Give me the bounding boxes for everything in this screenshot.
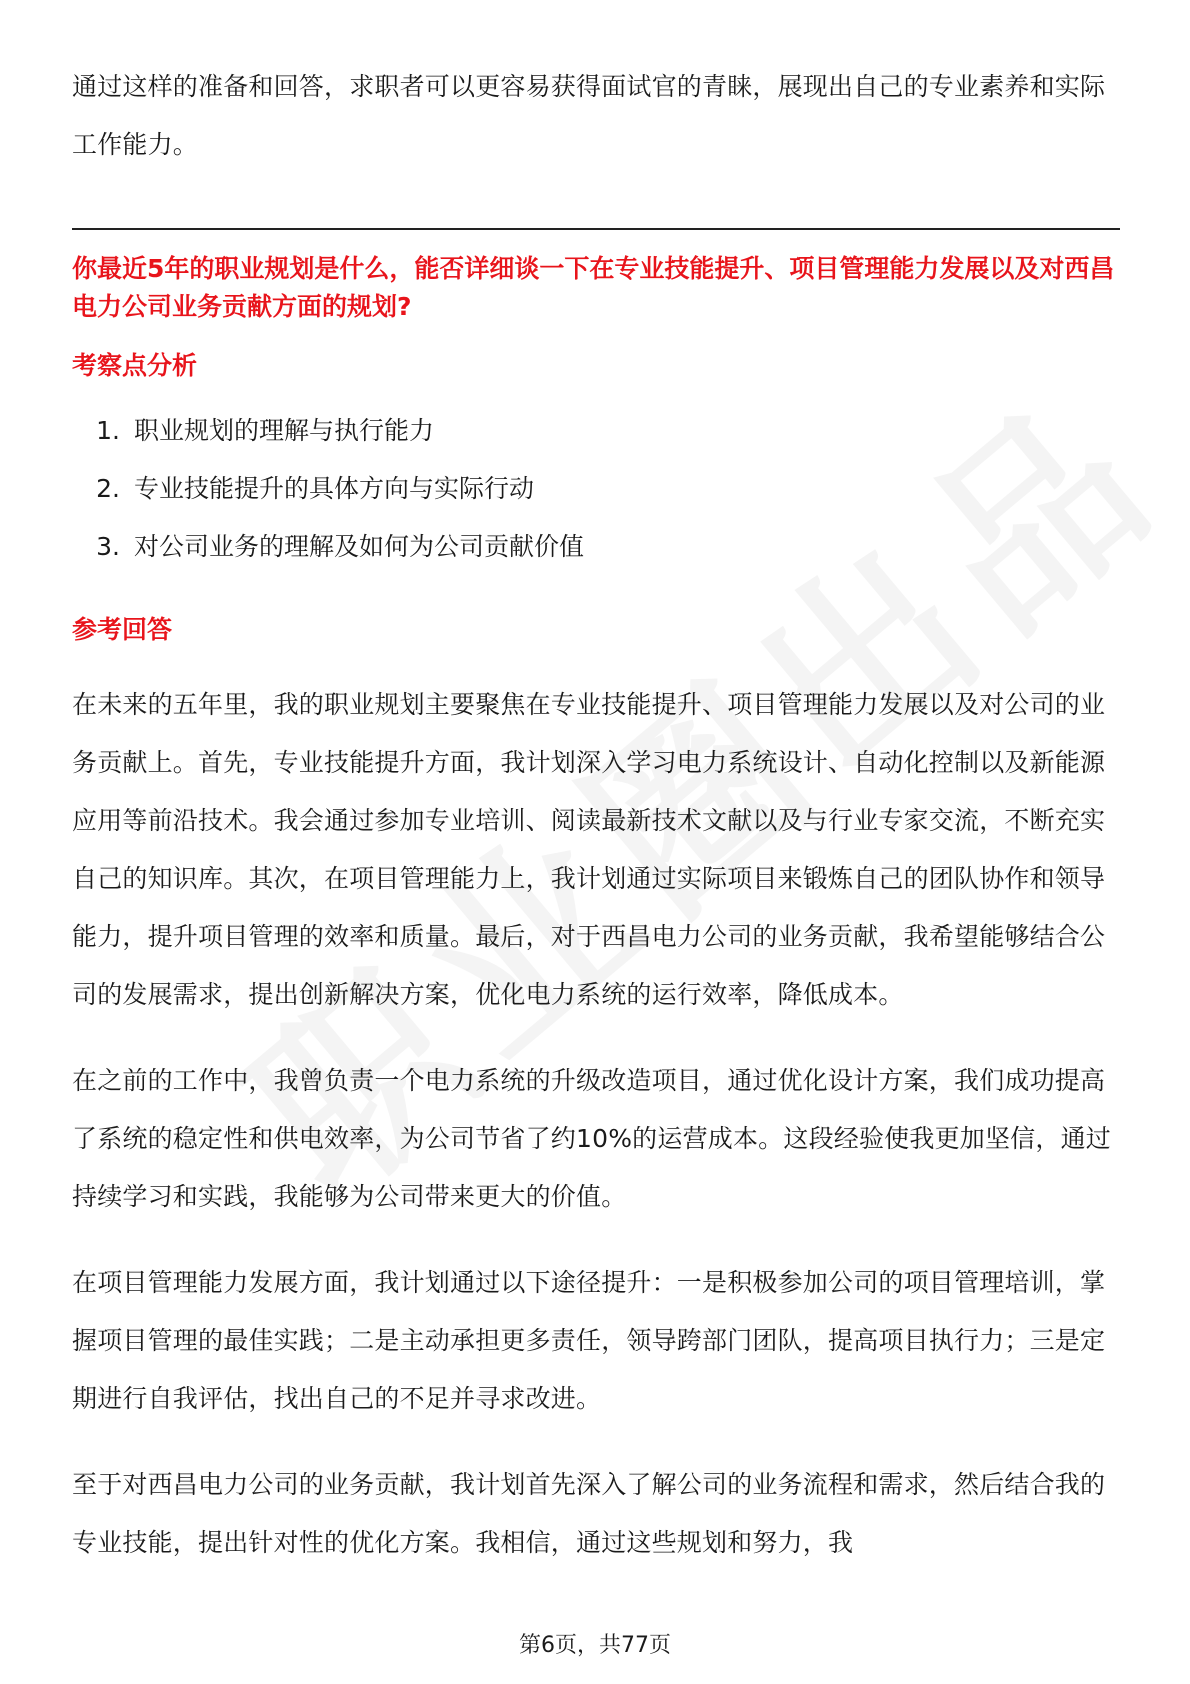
answer-paragraph: 至于对西昌电力公司的业务贡献，我计划首先深入了解公司的业务流程和需求，然后结合我的专业技能，提出针对性的优化方案。我相信，通过这些规划和努力，我	[72, 1470, 1106, 1557]
answer-paragraph: 在项目管理能力发展方面，我计划通过以下途径提升：一是积极参加公司的项目管理培训，掌握项目管理的最佳实践；二是主动承担更多责任，领导跨部门团队，提高项目执行力；三是定期进行自我评估，找出自己的不足并寻求改进。	[72, 1268, 1106, 1413]
point-text: 职业规划的理解与执行能力	[134, 416, 435, 445]
page-number: 第6页，共77页	[519, 1633, 671, 1658]
point-number: 2.	[96, 474, 120, 503]
point-text: 专业技能提升的具体方向与实际行动	[134, 474, 535, 503]
analysis-point	[72, 460, 1120, 518]
analysis-point-list	[72, 402, 1120, 576]
document-page	[72, 58, 1120, 1572]
point-text: 对公司业务的理解及如何为公司贡献价值	[134, 532, 585, 561]
answer-paragraph: 在未来的五年里，我的职业规划主要聚焦在专业技能提升、项目管理能力发展以及对公司的业务贡献上。首先，专业技能提升方面，我计划深入学习电力系统设计、自动化控制以及新能源应用等前沿技术。我会通过参加专业培训、阅读最新技术文献以及与行业专家交流，不断充实自己的知识库。其次，在项目管理能力上，我计划通过实际项目来锻炼自己的团队协作和领导能力，提升项目管理的效率和质量。最后，对于西昌电力公司的业务贡献，我希望能够结合公司的发展需求，提出创新解决方案，优化电力系统的运行效率，降低成本。	[72, 690, 1106, 1009]
point-number: 1.	[96, 416, 120, 445]
analysis-point	[72, 402, 1120, 460]
answer-heading: 参考回答	[72, 615, 173, 644]
intro-paragraph: 通过这样的准备和回答，求职者可以更容易获得面试官的青睐，展现出自己的专业素养和实际工作能力。	[72, 72, 1106, 159]
analysis-point	[72, 518, 1120, 576]
analysis-heading: 考察点分析	[72, 351, 198, 380]
section-divider	[72, 228, 1120, 230]
question-title: 你最近5年的职业规划是什么，能否详细谈一下在专业技能提升、项目管理能力发展以及对西昌电力公司业务贡献方面的规划?	[72, 254, 1115, 321]
answer-paragraph: 在之前的工作中，我曾负责一个电力系统的升级改造项目，通过优化设计方案，我们成功提高了系统的稳定性和供电效率，为公司节省了约10%的运营成本。这段经验使我更加坚信，通过持续学习和实践，我能够为公司带来更大的价值。	[72, 1066, 1111, 1211]
point-number: 3.	[96, 532, 120, 561]
